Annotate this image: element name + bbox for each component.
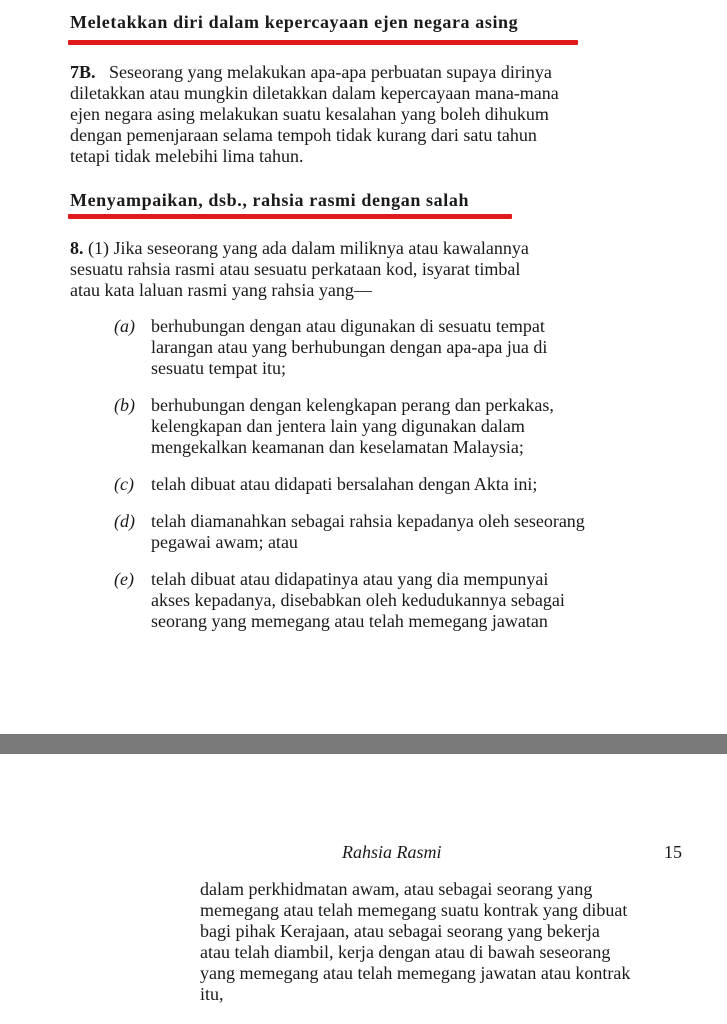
item-line: seorang yang memegang atau telah memegang jawatan <box>151 611 548 631</box>
continuation-line: atau telah diambil, kerja dengan atau di bawah seseorang <box>200 942 611 962</box>
item-label: (b) <box>114 395 135 415</box>
section-7b-heading-underline <box>68 40 578 45</box>
item-line: berhubungan dengan kelengkapan perang dan perkakas, <box>151 395 554 415</box>
section-7b-heading: Meletakkan diri dalam kepercayaan ejen negara asing <box>70 12 519 32</box>
item-line: telah dibuat atau didapatinya atau yang dia mempunyai <box>151 569 549 589</box>
item-label: (c) <box>114 474 134 494</box>
item-line: mengekalkan keamanan dan keselamatan Malaysia; <box>151 437 524 457</box>
section-8-line-3: atau kata laluan rasmi yang rahsia yang— <box>70 280 372 300</box>
continuation-line: memegang atau telah memegang suatu kontrak yang dibuat <box>200 900 628 920</box>
section-8-number: 8. <box>70 238 84 258</box>
item-label: (d) <box>114 511 135 531</box>
continuation-line: bagi pihak Kerajaan, atau sebagai seorang yang bekerja <box>200 921 600 941</box>
section-7b-line-5: tetapi tidak melebihi lima tahun. <box>70 146 304 166</box>
section-7b-line-1: 7B. Seseorang yang melakukan apa-apa perbuatan supaya dirinya <box>70 62 552 82</box>
item-line: larangan atau yang berhubungan dengan apa-apa jua di <box>151 337 548 357</box>
item-line: sesuatu tempat itu; <box>151 358 286 378</box>
continuation-text <box>200 879 686 1005</box>
section-8-intro <box>70 238 640 301</box>
section-7b-line-4: dengan pemenjaraan selama tempoh tidak kurang dari satu tahun <box>70 125 537 145</box>
running-title: Rahsia Rasmi <box>342 842 442 862</box>
page-number: 15 <box>664 842 682 862</box>
continuation-line: yang memegang atau telah memegang jawatan atau kontrak <box>200 963 631 983</box>
section-8-heading-underline <box>68 214 512 219</box>
section-8-line-1: 8. (1) Jika seseorang yang ada dalam miliknya atau kawalannya <box>70 238 529 258</box>
page-break-divider <box>0 734 727 754</box>
item-line: telah diamanahkan sebagai rahsia kepadanya oleh seseorang <box>151 511 585 531</box>
continuation-line: dalam perkhidmatan awam, atau sebagai seorang yang <box>200 879 593 899</box>
continuation-line: itu, <box>200 984 224 1004</box>
section-7b-body <box>70 62 640 167</box>
item-line: telah dibuat atau didapati bersalahan dengan Akta ini; <box>151 474 538 494</box>
item-line: kelengkapan dan jentera lain yang digunakan dalam <box>151 416 525 436</box>
item-label: (e) <box>114 569 134 589</box>
item-line: berhubungan dengan atau digunakan di sesuatu tempat <box>151 316 545 336</box>
section-8-line-2: sesuatu rahsia rasmi atau sesuatu perkataan kod, isyarat timbal <box>70 259 521 279</box>
section-7b-number: 7B. <box>70 62 96 82</box>
section-8-heading: Menyampaikan, dsb., rahsia rasmi dengan salah <box>70 190 470 210</box>
section-7b-line-3: ejen negara asing melakukan suatu kesalahan yang boleh dihukum <box>70 104 549 124</box>
section-7b-line-2: diletakkan atau mungkin diletakkan dalam kepercayaan mana-mana <box>70 83 559 103</box>
item-line: pegawai awam; atau <box>151 532 298 552</box>
item-label: (a) <box>114 316 135 336</box>
item-line: akses kepadanya, disebabkan oleh kedudukannya sebagai <box>151 590 565 610</box>
